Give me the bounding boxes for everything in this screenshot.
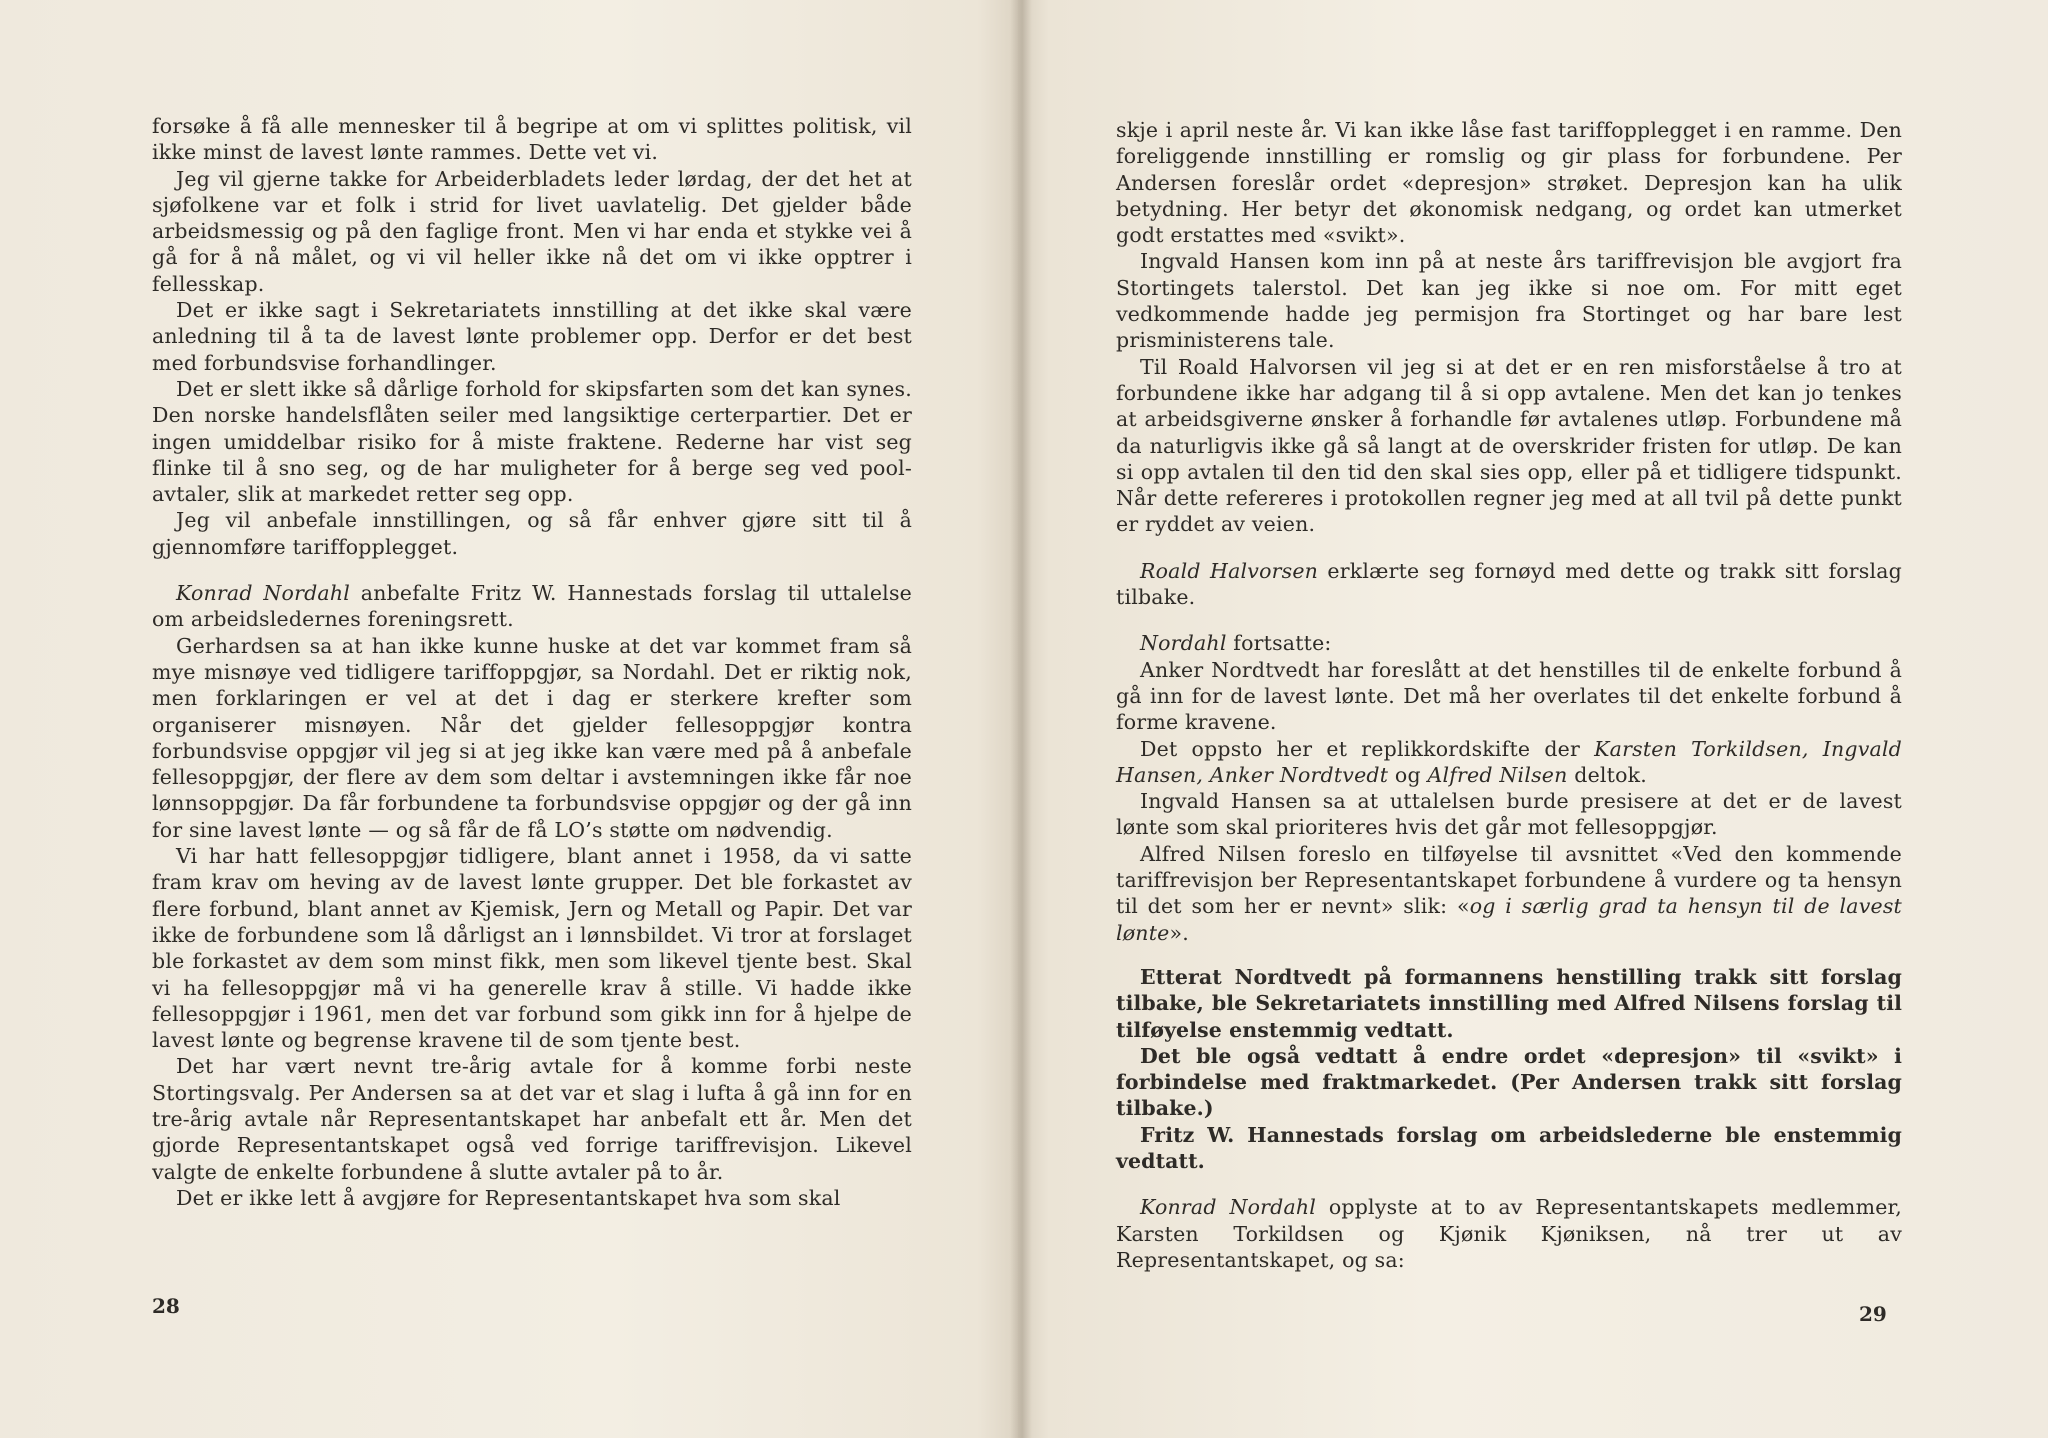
paragraph: Vi har hatt fellesoppgjør tidligere, blant annet i 1958, da vi satte fram krav om heving av de lavest lønte grupper. Det ble forkastet av flere forbund, blant annet av Kjemisk, Jern og Metall og Papir. Det var ikke de forbundene som lå dårligst an i lønnsbildet. Vi tror at forslaget ble forkastet av dem som minst fikk, men som likevel tjente best. Skal vi ha fellesoppgjør må vi ha generelle krav å stille. Vi hadde ikke fellesoppgjør i 1961, men det var forbund som gikk inn for å hjelpe de lavest lønte og begrense kravene til de som tjente best.: [152, 844, 912, 1053]
paragraph: Det er ikke lett å avgjøre for Representantskapet hva som skal: [176, 1185, 841, 1210]
right-page-text: [1116, 117, 1902, 1273]
quoted-addition: og i særlig grad ta hensyn til de lavest lønte: [1116, 894, 1902, 945]
paragraph-text: opplyste at to av Representantskapets medlemmer, Karsten Torkildsen og Kjønik Kjøniksen, nå trer ut av Representantskapet, og sa:: [1116, 1195, 1903, 1272]
paragraph: [1116, 630, 1902, 656]
resolution: Fritz W. Hannestads forslag om arbeidslederne ble enstemmig vedtatt.: [1116, 1122, 1902, 1173]
paragraph-text: fortsatte:: [1226, 631, 1332, 656]
paragraph-text: Det oppsto her et replikkordskifte der: [1140, 736, 1595, 761]
paragraph: Jeg vil gjerne takke for Arbeiderbladets leder lørdag, der det het at sjøfolkene var et folk i strid for livet uavlatelig. Det gjelder både arbeidsmessig og på den faglige front. Men vi har enda et stykke vei å gå for å nå målet, og vi vil heller ikke nå det om vi ikke opptrer i fellesskap.: [152, 166, 912, 296]
speaker-name: Konrad Nordahl: [1140, 1195, 1317, 1220]
page-number: 28: [152, 1294, 180, 1318]
resolution: Det ble også vedtatt å endre ordet «depresjon» til «svikt» i forbindelse med fraktmarkedet. (Per Andersen trakk sitt forslag tilbake.): [1116, 1043, 1902, 1121]
left-page-text: [152, 113, 912, 1211]
resolution: Etterat Nordtvedt på formannens henstilling trakk sitt forslag tilbake, ble Sekretariatets innstilling med Alfred Nilsens forslag til tilføyelse enstemmig vedtatt.: [1116, 964, 1902, 1042]
paragraph: [1116, 736, 1902, 789]
paragraph: [1116, 558, 1902, 611]
paragraph: Det er slett ikke så dårlige forhold for skipsfarten som det kan synes. Den norske handelsflåten seiler med langsiktige certerpartier. Det er ingen umiddelbar risiko for å miste fraktene. Rederne har vist seg flinke til å sno seg, og de har muligheter for å berge seg ved pool-avtaler, slik at markedet retter seg opp.: [152, 376, 912, 507]
paragraph-text: Alfred Nilsen foreslo en tilføyelse til avsnittet «Ved den kommende tariffrevisjon ber Representantskapet forbundene å vurdere og ta hensyn til det som her er nevnt» slik: «: [1116, 841, 1902, 919]
right-page: [1018, 0, 2048, 1438]
paragraph: Jeg vil anbefale innstillingen, og så får enhver gjøre sitt til å gjennomføre tariffopplegget.: [152, 508, 912, 559]
paragraph-text: erklærte seg fornøyd med dette og trakk sitt forslag tilbake.: [1116, 558, 1902, 610]
paragraph: Ingvald Hansen kom inn på at neste års tariffrevisjon ble avgjort fra Stortingets talerstol. Det kan jeg ikke si noe om. For mitt eget vedkommende hadde jeg permisjon fra Stortinget og har bare lest prisministerens tale.: [1116, 249, 1902, 353]
speaker-name: Roald Halvorsen: [1140, 558, 1319, 583]
speaker-names: Karsten Torkildsen, Ingvald Hansen, Anker Nordtvedt: [1116, 736, 1902, 787]
paragraph: [152, 580, 912, 633]
paragraph: [1116, 841, 1902, 946]
paragraph: forsøke å få alle mennesker til å begripe at om vi splittes politisk, vil ikke minst de lavest lønte rammes. Dette vet vi.: [152, 114, 912, 165]
paragraph: Det har vært nevnt tre-årig avtale for å komme forbi neste Stortingsvalg. Per Andersen sa at det var et slag i lufta å gå inn for en tre-årig avtale når Representantskapet har anbefalt ett år. Men det gjorde Representantskapet også ved forrige tariffrevisjon. Likevel valgte de enkelte forbundene å slutte avtaler på to år.: [152, 1054, 912, 1184]
paragraph-text: deltok.: [1567, 762, 1647, 787]
speaker-name: Nordahl: [1140, 631, 1227, 656]
speaker-name: Alfred Nilsen: [1427, 762, 1568, 787]
paragraph: skje i april neste år. Vi kan ikke låse fast tariffopplegget i en ramme. Den foreliggende innstilling er romslig og gir plass for forbundene. Per Andersen foreslår ordet «depresjon» strøket. Depresjon kan ha ulik betydning. Her betyr det økonomisk nedgang, og ordet kan utmerket godt erstattes med «svikt».: [1116, 118, 1902, 248]
paragraph: Til Roald Halvorsen vil jeg si at det er en ren misforståelse å tro at forbundene ikke har adgang til å si opp avtalene. Men det kan jo tenkes at arbeidsgiverne ønsker å forhandle før avtalenes utløp. Forbundene må da naturligvis ikke gå så langt at de overskrider fristen for utløp. De kan si opp avtalen til den tid den skal sies opp, eller på et tidligere tidspunkt. Når dette refereres i protokollen regner jeg med at all tvil på dette punkt er ryddet av veien.: [1116, 354, 1902, 537]
paragraph-text: ».: [1169, 920, 1189, 945]
page-number: 29: [1859, 1302, 1887, 1326]
paragraph-text: anbefalte Fritz W. Hannestads forslag til uttalelse om arbeidsledernes foreningsrett.: [152, 581, 912, 632]
paragraph: [1116, 1194, 1902, 1273]
paragraph-text: og: [1388, 762, 1428, 787]
book-gutter: [1010, 0, 1032, 1438]
left-page: [0, 0, 1018, 1438]
speaker-name: Konrad Nordahl: [176, 581, 351, 606]
paragraph: Gerhardsen sa at han ikke kunne huske at det var kommet fram så mye misnøye ved tidligere tariffoppgjør, sa Nordahl. Det er riktig nok, men forklaringen er vel at det i dag er sterkere krefter som organiserer misnøyen. Når det gjelder fellesoppgjør kontra forbundsvise oppgjør vil jeg si at jeg ikke kan være med på å anbefale fellesoppgjør, der flere av dem som deltar i avstemningen ikke får noe lønnsoppgjør. Da får forbundene ta forbundsvise oppgjør og der gå inn for sine lavest lønte — og så får de få LO’s støtte om nødvendig.: [152, 633, 912, 842]
paragraph: Anker Nordtvedt har foreslått at det henstilles til de enkelte forbund å gå inn for de lavest lønte. Det må her overlates til det enkelte forbund å forme kravene.: [1116, 657, 1902, 735]
paragraph: Ingvald Hansen sa at uttalelsen burde presisere at det er de lavest lønte som skal prioriteres hvis det går mot fellesoppgjør.: [1116, 789, 1902, 840]
paragraph: Det er ikke sagt i Sekretariatets innstilling at det ikke skal være anledning til å ta de lavest lønte problemer opp. Derfor er det best med forbundsvise forhandlinger.: [152, 298, 912, 375]
